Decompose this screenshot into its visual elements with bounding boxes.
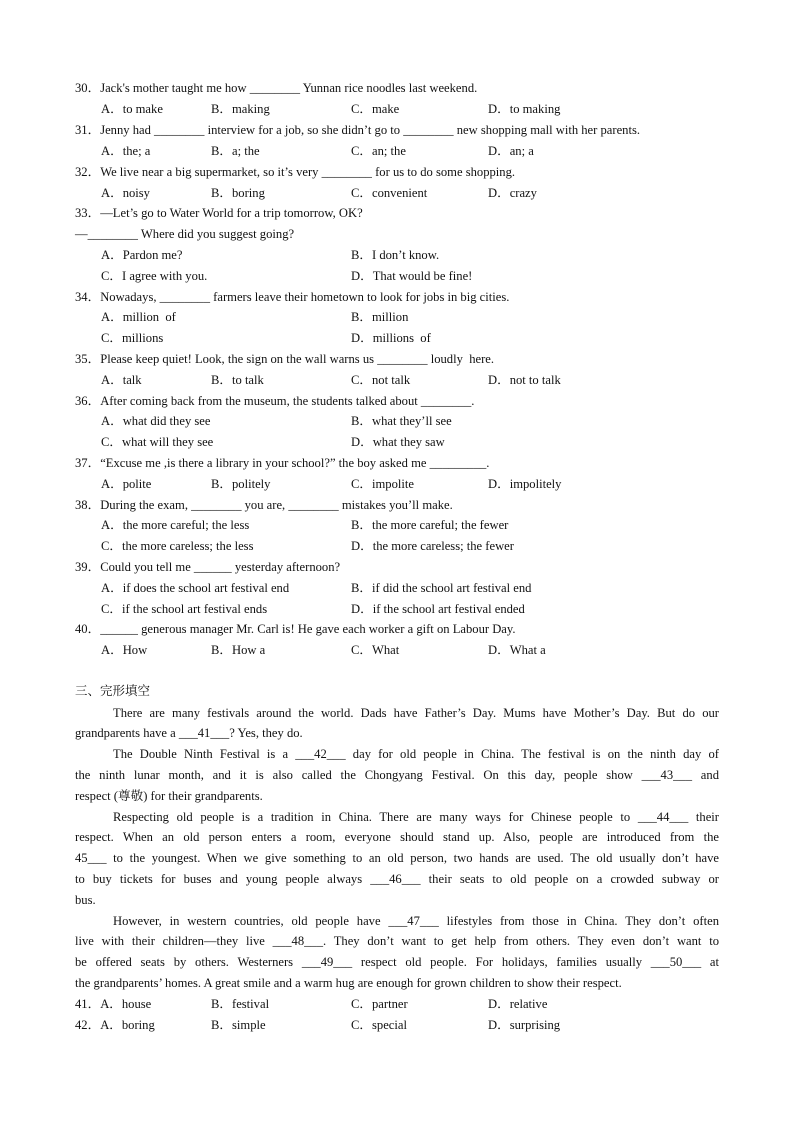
option: C．special (351, 1018, 407, 1032)
passage-line: respect. When an old person enters a room, everyone should stand up. Also, people are introduced from the (75, 830, 719, 844)
option: B．what they’ll see (351, 414, 452, 428)
option: D．surprising (488, 1018, 561, 1032)
option: B．politely (211, 477, 271, 491)
option: A．million of (101, 310, 176, 324)
cloze-question-41: 41．A．house (75, 997, 152, 1011)
passage-line: respect (尊敬) for their grandparents. (75, 789, 263, 803)
option: C．What (351, 643, 400, 657)
option: A．the more careful; the less (101, 518, 250, 532)
passage-line: the ninth lunar month, and it is also called the Chongyang Festival. On this day, people show ___43___ and (75, 768, 719, 782)
option: B．million (351, 310, 409, 324)
passage-line: However, in western countries, old people have ___47___ lifestyles from those in China. They don’t often (113, 914, 719, 928)
option: C．what will they see (101, 435, 214, 449)
section-title: 三、完形填空 (75, 683, 151, 698)
option: C．convenient (351, 186, 428, 200)
option: D．an; a (488, 144, 534, 158)
passage-line: be offered seats by others. Westerners ___49___ respect old people. For holidays, families usually ___50___ at (75, 955, 719, 969)
option: D．relative (488, 997, 548, 1011)
option: B．festival (211, 997, 270, 1011)
passage-line: to buy tickets for buses and young people always ___46___ their seats to old people on a crowded subway or (75, 872, 719, 886)
option: A．if does the school art festival end (101, 581, 290, 595)
passage-line: There are many festivals around the world. Dads have Father’s Day. Mums have Mother’s Day. But do our (113, 706, 719, 720)
option: D．impolitely (488, 477, 562, 491)
option: B．I don’t know. (351, 248, 440, 262)
question-32: 32．We live near a big supermarket, so it’s very ________ for us to do some shopping. (75, 165, 516, 179)
option: D．not to talk (488, 373, 561, 387)
option: A．talk (101, 373, 142, 387)
option: D．if the school art festival ended (351, 602, 525, 616)
question-40: 40．______ generous manager Mr. Carl is! He gave each worker a gift on Labour Day. (75, 622, 516, 636)
option: C．the more careless; the less (101, 539, 254, 553)
passage-line: The Double Ninth Festival is a ___42___ day for old people in China. The festival is on the ninth day of (113, 747, 719, 761)
question-30: 30．Jack's mother taught me how ________ Yunnan rice noodles last weekend. (75, 81, 478, 95)
option: A．Pardon me? (101, 248, 183, 262)
passage-line: bus. (75, 893, 96, 907)
option: D．crazy (488, 186, 537, 200)
option: B．boring (211, 186, 265, 200)
option: B．simple (211, 1018, 266, 1032)
option: D．the more careless; the fewer (351, 539, 514, 553)
option: B．to talk (211, 373, 264, 387)
question-33-reply: —________ Where did you suggest going? (75, 227, 295, 241)
question-37: 37．“Excuse me ,is there a library in your school?” the boy asked me _________. (75, 456, 490, 470)
question-38: 38．During the exam, ________ you are, ________ mistakes you’ll make. (75, 498, 453, 512)
question-31: 31．Jenny had ________ interview for a job, so she didn’t go to ________ new shopping mall with her parents. (75, 123, 641, 137)
cloze-question-42: 42．A．boring (75, 1018, 155, 1032)
option: D．That would be fine! (351, 269, 473, 283)
option: C．partner (351, 997, 408, 1011)
option: C．millions (101, 331, 164, 345)
question-35: 35．Please keep quiet! Look, the sign on the wall warns us ________ loudly here. (75, 352, 495, 366)
option: D．millions of (351, 331, 431, 345)
option: A．noisy (101, 186, 150, 200)
question-34: 34．Nowadays, ________ farmers leave their hometown to look for jobs in big cities. (75, 290, 510, 304)
option: B．making (211, 102, 270, 116)
option: C．an; the (351, 144, 406, 158)
passage-line: Respecting old people is a tradition in China. There are many ways for Chinese people to ___44___ their (113, 810, 719, 824)
option: C．I agree with you. (101, 269, 208, 283)
passage-line: 45___ to the youngest. When we give something to an old person, two hands are used. The old usually don’t have (75, 851, 719, 865)
option: D．to making (488, 102, 561, 116)
option: A．the; a (101, 144, 151, 158)
passage-line: live with their children—they live ___48___. They don’t want to get help from others. They even don’t want to (75, 934, 719, 948)
question-33: 33．—Let’s go to Water World for a trip tomorrow, OK? (75, 206, 363, 220)
option: C．not talk (351, 373, 411, 387)
question-36: 36．After coming back from the museum, the students talked about ________. (75, 394, 475, 408)
option: B．a; the (211, 144, 260, 158)
option: A．to make (101, 102, 163, 116)
option: C．impolite (351, 477, 414, 491)
passage-line: grandparents have a ___41___? Yes, they do. (75, 726, 303, 740)
option: A．polite (101, 477, 152, 491)
option: C．if the school art festival ends (101, 602, 268, 616)
option: B．How a (211, 643, 266, 657)
option: D．What a (488, 643, 546, 657)
option: B．if did the school art festival end (351, 581, 532, 595)
option: A．what did they see (101, 414, 211, 428)
question-39: 39．Could you tell me ______ yesterday afternoon? (75, 560, 341, 574)
option: B．the more careful; the fewer (351, 518, 509, 532)
passage-line: the grandparents’ homes. A great smile and a warm hug are enough for grown children to show their respect. (75, 976, 622, 990)
option: C．make (351, 102, 400, 116)
option: A．How (101, 643, 148, 657)
option: D．what they saw (351, 435, 445, 449)
